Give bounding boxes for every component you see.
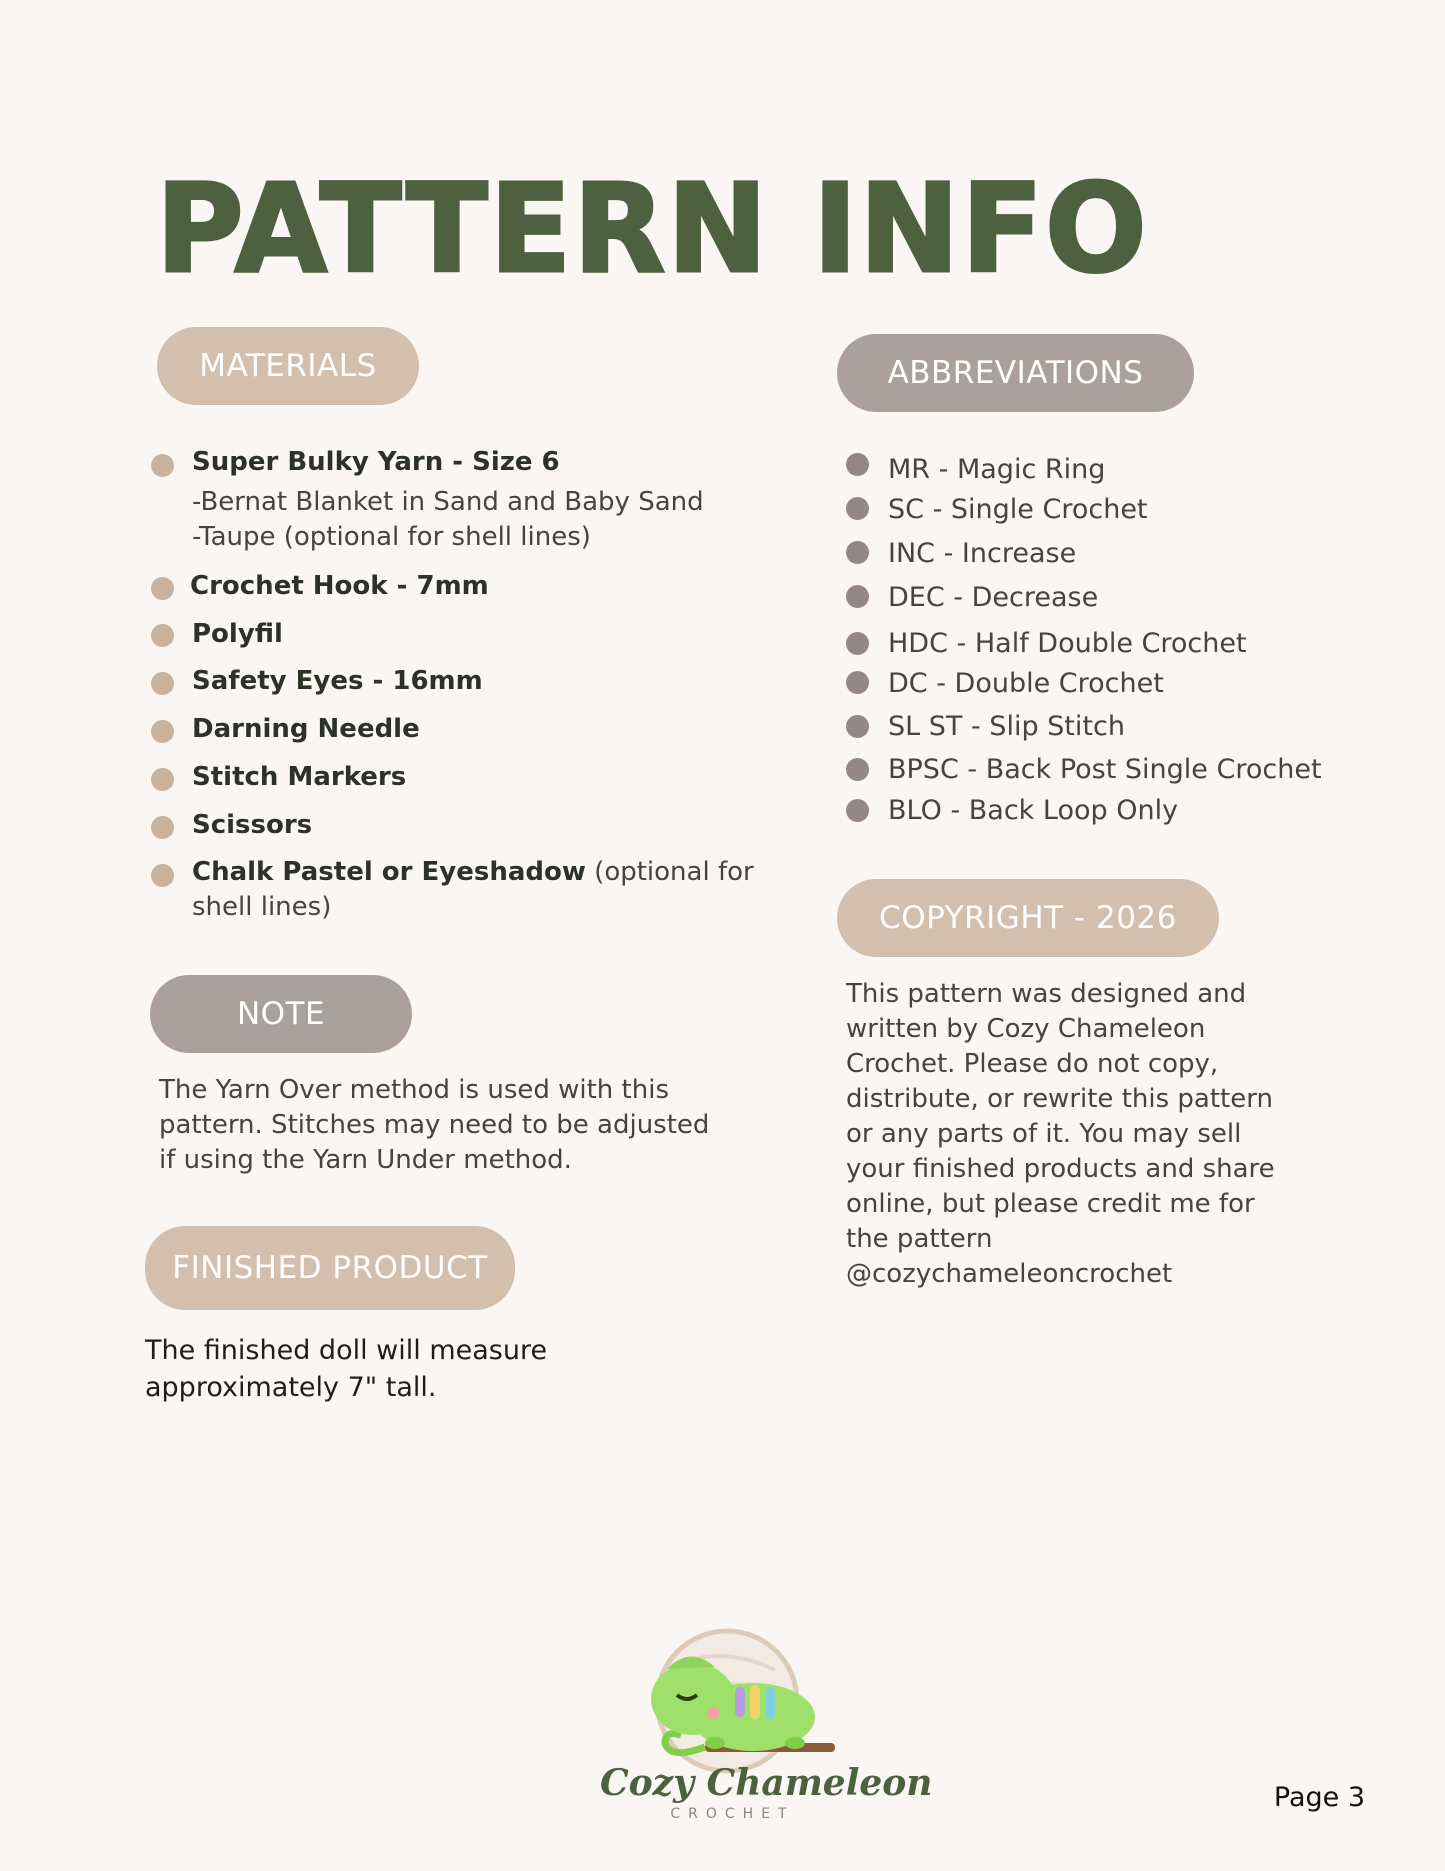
bullet-icon — [151, 816, 174, 839]
material-chalk — [192, 857, 754, 887]
material-chalk-name: Chalk Pastel or Eyeshadow — [192, 857, 586, 887]
material-needle: Darning Needle — [192, 714, 420, 744]
brand-name: Cozy Chameleon — [600, 1762, 933, 1804]
note-line: pattern. Stitches may need to be adjusted — [159, 1110, 710, 1140]
bullet-icon — [846, 671, 869, 694]
bullet-icon — [846, 758, 869, 781]
abbreviation-item: SL ST - Slip Stitch — [888, 711, 1125, 742]
material-markers: Stitch Markers — [192, 762, 407, 792]
abbreviation-item: BLO - Back Loop Only — [888, 795, 1179, 826]
abbreviation-item: DEC - Decrease — [888, 582, 1099, 613]
abbreviation-item: BPSC - Back Post Single Crochet — [888, 754, 1322, 785]
material-hook: Crochet Hook - 7mm — [190, 571, 489, 601]
bullet-icon — [846, 715, 869, 738]
bullet-icon — [151, 720, 174, 743]
copyright-line: or any parts of it. You may sell — [846, 1119, 1242, 1149]
material-scissors: Scissors — [192, 810, 313, 840]
note-header: NOTE — [150, 975, 412, 1053]
material-chalk-note: shell lines) — [192, 892, 332, 922]
copyright-line: the pattern — [846, 1224, 993, 1254]
copyright-line: distribute, or rewrite this pattern — [846, 1084, 1273, 1114]
bullet-icon — [846, 585, 869, 608]
copyright-line: written by Cozy Chameleon — [846, 1014, 1206, 1044]
material-eyes: Safety Eyes - 16mm — [192, 666, 483, 696]
page-title: PATTERN INFO — [156, 158, 1149, 300]
bullet-icon — [846, 453, 869, 476]
finished-line: The finished doll will measure — [145, 1335, 548, 1366]
abbreviation-item: MR - Magic Ring — [888, 454, 1106, 485]
materials-header: MATERIALS — [157, 327, 419, 405]
abbreviation-item: INC - Increase — [888, 538, 1077, 569]
page-number: Page 3 — [1273, 1782, 1365, 1813]
abbreviation-item: HDC - Half Double Crochet — [888, 628, 1247, 659]
bullet-icon — [151, 454, 174, 477]
abbreviations-header: ABBREVIATIONS — [837, 334, 1194, 412]
material-chalk-note: (optional for — [585, 857, 754, 887]
brand-subtitle: CROCHET — [670, 1806, 795, 1822]
note-line: The Yarn Over method is used with this — [159, 1075, 669, 1105]
copyright-line: online, but please credit me for — [846, 1189, 1255, 1219]
finished-line: approximately 7" tall. — [145, 1372, 437, 1403]
bullet-icon — [151, 672, 174, 695]
bullet-icon — [846, 632, 869, 655]
finished-product-text — [145, 1332, 547, 1406]
material-yarn-detail: -Taupe (optional for shell lines) — [192, 522, 591, 552]
note-text — [159, 1073, 709, 1178]
chameleon-icon — [595, 1625, 865, 1775]
note-line: if using the Yarn Under method. — [159, 1145, 572, 1175]
abbreviation-item: SC - Single Crochet — [888, 494, 1148, 525]
copyright-line: your finished products and share — [846, 1154, 1275, 1184]
finished-product-header: FINISHED PRODUCT — [145, 1226, 515, 1310]
copyright-text — [846, 977, 1275, 1292]
copyright-handle: @cozychameleoncrochet — [846, 1259, 1173, 1289]
bullet-icon — [151, 864, 174, 887]
bullet-icon — [846, 497, 869, 520]
bullet-icon — [846, 799, 869, 822]
bullet-icon — [151, 624, 174, 647]
copyright-line: This pattern was designed and — [846, 979, 1247, 1009]
material-yarn-detail: -Bernat Blanket in Sand and Baby Sand — [192, 487, 704, 517]
bullet-icon — [846, 541, 869, 564]
copyright-header: COPYRIGHT - 2026 — [837, 879, 1219, 957]
copyright-line: Crochet. Please do not copy, — [846, 1049, 1219, 1079]
bullet-icon — [151, 577, 174, 600]
abbreviation-item: DC - Double Crochet — [888, 668, 1164, 699]
material-polyfil: Polyfil — [192, 619, 283, 649]
material-yarn: Super Bulky Yarn - Size 6 — [192, 447, 560, 477]
bullet-icon — [151, 768, 174, 791]
